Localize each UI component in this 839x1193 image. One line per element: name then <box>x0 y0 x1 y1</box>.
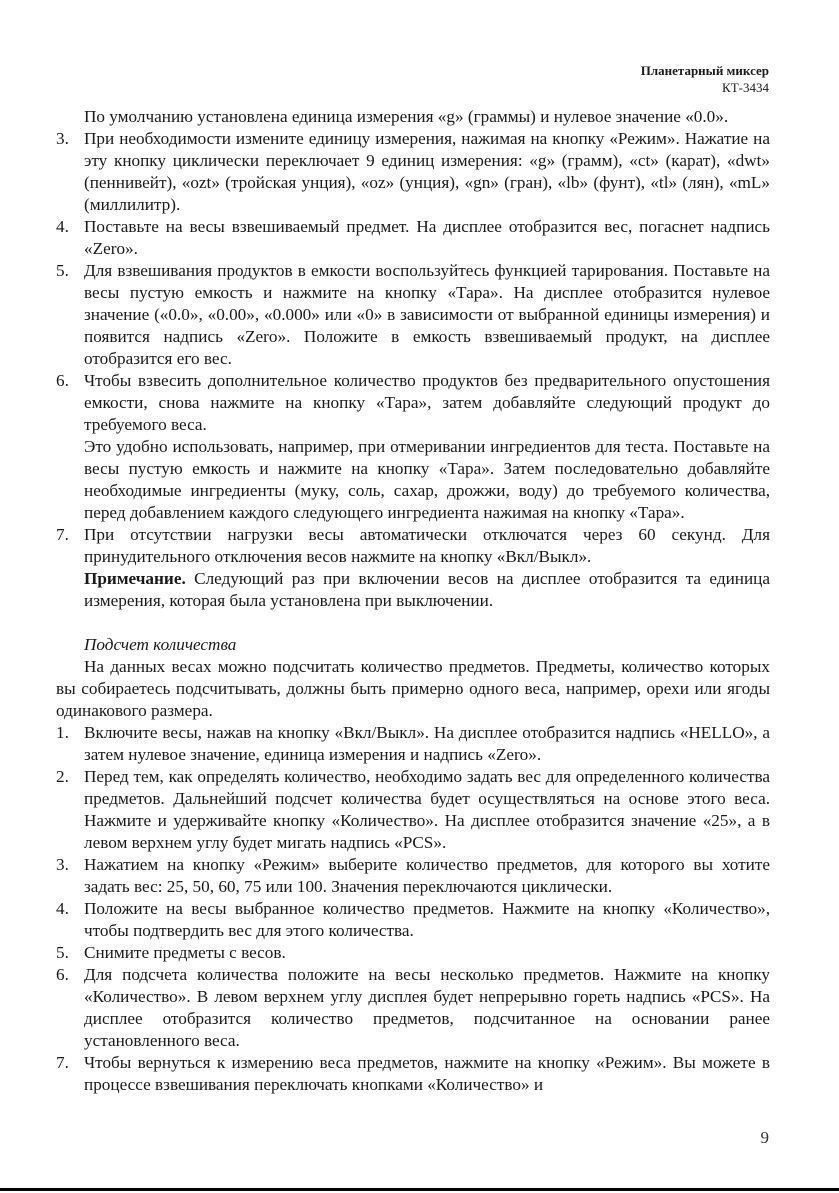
list-item-number: 6. <box>56 965 69 984</box>
list-item-text: Чтобы взвесить дополнительное количество продуктов без предварительного опустошения емкости, снова нажмите на кнопку «Тара», затем добавляйте следующий продукт до требуемого веса. <box>84 371 770 434</box>
list-item <box>56 216 770 260</box>
list-item <box>56 370 770 524</box>
list-item <box>56 1052 770 1096</box>
list-item <box>56 964 770 1052</box>
list-item-number: 7. <box>56 525 69 544</box>
list-item-number: 4. <box>56 899 69 918</box>
list-item-number: 2. <box>56 767 69 786</box>
list-item-number: 3. <box>56 855 69 874</box>
list-item-text: Снимите предметы с весов. <box>84 943 286 962</box>
list-item-number: 7. <box>56 1053 69 1072</box>
section-title: Подсчет количества <box>84 635 237 654</box>
header-title: Планетарный миксер <box>640 63 769 78</box>
note-paragraph <box>84 568 770 612</box>
note-text: Следующий раз при включении весов на дисплее отобразится та единица измерения, которая была установлена при выключении. <box>84 569 770 610</box>
list-item <box>56 854 770 898</box>
list-item-number: 6. <box>56 371 69 390</box>
list-item-text: Это удобно использовать, например, при отмеривании ингредиентов для теста. Поставьте на весы пустую емкость и нажмите на кнопку «Тара». Затем последовательно добавляйте необходимые ингредиенты (муку, соль, сахар, дрожжи, воду) до требуемого количества, перед добавлением каждого следующего ингредиента нажимая на кнопку «Тара». <box>84 437 770 522</box>
list-item-text: Перед тем, как определять количество, необходимо задать вес для определенного количества предметов. Дальнейший подсчет количества будет осуществляться на основе этого веса. Нажмите и удерживайте кнопку «Количество». На дисплее отобразится значение «25», а в левом верхнем углу будет мигать надпись «PCS». <box>84 767 770 852</box>
list-item-text: При необходимости измените единицу измерения, нажимая на кнопку «Режим». Нажатие на эту кнопку циклически переключает 9 единиц измерения: «g» (грамм), «ct» (карат), «dwt» (пеннивейт), «ozt» (тройская унция), «oz» (унция), «gn» (гран), «lb» (фунт), «tl» (лян), «mL» (миллилитр). <box>84 129 770 214</box>
list-item-text: При отсутствии нагрузки весы автоматически отключатся через 60 секунд. Для принудительного отключения весов нажмите на кнопку «Вкл/Выкл». <box>84 525 770 566</box>
list-item <box>56 942 770 964</box>
list-item-text: Чтобы вернуться к измерению веса предметов, нажмите на кнопку «Режим». Вы можете в процессе взвешивания переключать кнопками «Количество» и <box>84 1053 770 1094</box>
list-item-text: Для подсчета количества положите на весы несколько предметов. Нажмите на кнопку «Количество». В левом верхнем углу дисплея будет непрерывно гореть надпись «PCS». На дисплее отобразится количество предметов, подсчитанное на основании ранее установленного веса. <box>84 965 770 1050</box>
section-intro: На данных весах можно подсчитать количество предметов. Предметы, количество которых вы собираетесь подсчитывать, должны быть примерно одного веса, например, орехи или ягоды одинакового размера. <box>56 657 770 720</box>
weighing-steps-list <box>56 128 770 612</box>
list-item-text: Положите на весы выбранное количество предметов. Нажмите на кнопку «Количество», чтобы подтвердить вес для этого количества. <box>84 899 770 940</box>
page-number: 9 <box>760 1128 769 1147</box>
header-model: КТ-3434 <box>722 80 769 95</box>
list-item-text: Поставьте на весы взвешиваемый предмет. На дисплее отобразится вес, погаснет надпись «Zero». <box>84 217 770 258</box>
counting-steps-list <box>56 722 770 1096</box>
list-item-text: Для взвешивания продуктов в емкости воспользуйтесь функцией тарирования. Поставьте на весы пустую емкость и нажмите на кнопку «Тара». На дисплее отобразится нулевое значение («0.0», «0.00», «0.000» или «0» в зависимости от выбранной единицы измерения) и появится надпись «Zero». Положите в емкость взвешиваемый продукт, на дисплее отобразится его вес. <box>84 261 770 368</box>
list-item-text: Нажатием на кнопку «Режим» выберите количество предметов, для которого вы хотите задать вес: 25, 50, 60, 75 или 100. Значения переключаются циклически. <box>84 855 770 896</box>
document-body <box>56 106 770 1096</box>
list-item <box>56 898 770 942</box>
list-item <box>56 524 770 612</box>
list-item-number: 1. <box>56 723 69 742</box>
list-item-text: Включите весы, нажав на кнопку «Вкл/Выкл». На дисплее отобразится надпись «HELLO», а затем нулевое значение, единица измерения и надпись «Zero». <box>84 723 770 764</box>
list-item <box>56 722 770 766</box>
list-item-number: 3. <box>56 129 69 148</box>
page-bottom-rule <box>0 1188 839 1191</box>
list-item-number: 5. <box>56 943 69 962</box>
intro-paragraph: По умолчанию установлена единица измерения «g» (граммы) и нулевое значение «0.0». <box>84 107 729 126</box>
list-item-number: 5. <box>56 261 69 280</box>
page-header <box>641 62 769 96</box>
list-item <box>56 128 770 216</box>
list-item-number: 4. <box>56 217 69 236</box>
list-item <box>56 766 770 854</box>
list-item <box>56 260 770 370</box>
note-label: Примечание. <box>84 569 186 588</box>
